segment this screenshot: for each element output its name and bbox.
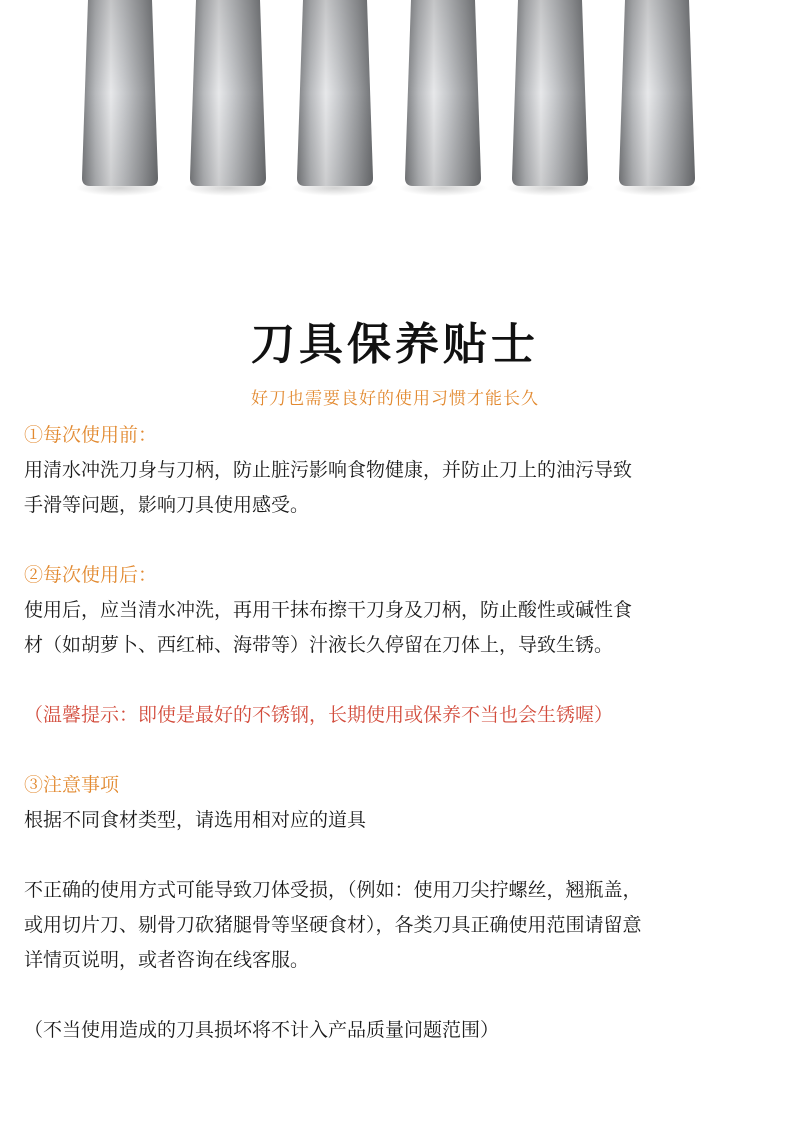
knife-handles-image [0, 0, 790, 200]
handle-1 [76, 0, 164, 196]
spacer [24, 838, 774, 873]
after-use-heading: ②每次使用后： [24, 564, 158, 586]
handle-5 [506, 0, 594, 196]
notes-line: 根据不同食材类型，请选用相对应的道具 [24, 809, 367, 831]
handle-3 [291, 0, 379, 196]
page-title: 刀具保养贴士 [251, 319, 539, 370]
spacer [24, 523, 774, 558]
care-tips-content [24, 418, 774, 1048]
spacer [24, 978, 774, 1013]
spacer [24, 733, 774, 768]
handle-4 [399, 0, 487, 196]
notes-heading: ③注意事项 [24, 774, 120, 796]
notes-line: 不正确的使用方式可能导致刀体受损，（例如：使用刀尖拧螺丝，翘瓶盖， [24, 879, 642, 901]
warm-tip: （温馨提示：即使是最好的不锈钢，长期使用或保养不当也会生锈喔） [24, 704, 614, 726]
handle-2 [184, 0, 272, 196]
before-use-heading: ①每次使用前： [24, 424, 158, 446]
page-subtitle: 好刀也需要良好的使用习惯才能长久 [251, 389, 539, 409]
disclaimer: （不当使用造成的刀具损坏将不计入产品质量问题范围） [24, 1019, 500, 1041]
notes-line: 或用切片刀、剔骨刀砍猪腿骨等坚硬食材），各类刀具正确使用范围请留意 [24, 914, 642, 936]
before-use-line: 用清水冲洗刀身与刀柄，防止脏污影响食物健康，并防止刀上的油污导致 [24, 459, 633, 481]
spacer [24, 663, 774, 698]
notes-line: 详情页说明，或者咨询在线客服。 [24, 949, 310, 971]
after-use-line: 材（如胡萝卜、西红柿、海带等）汁液长久停留在刀体上，导致生锈。 [24, 634, 614, 656]
after-use-line: 使用后，应当清水冲洗，再用干抹布擦干刀身及刀柄，防止酸性或碱性食 [24, 599, 633, 621]
before-use-line: 手滑等问题，影响刀具使用感受。 [24, 494, 310, 516]
handle-6 [613, 0, 701, 196]
